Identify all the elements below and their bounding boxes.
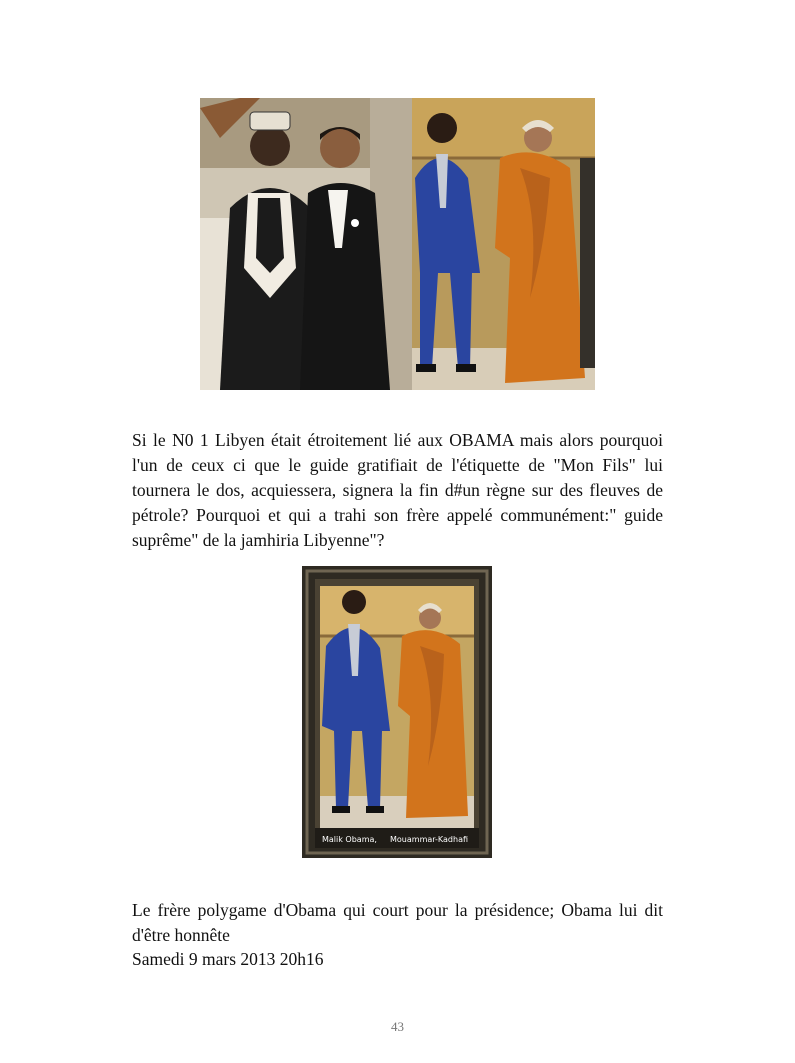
page-number: 43: [391, 1019, 404, 1034]
caption-right: Mouammar-Kadhafi: [390, 835, 469, 844]
framed-photo: [302, 566, 492, 858]
caption-left: Malik Obama,: [322, 835, 377, 844]
body-paragraph-1: Si le N0 1 Libyen était étroitement lié aux OBAMA mais alors pourquoi l'un de ceux ci que le guide gratifiait de l'étiquette de "Mon Fils" lui tournera le dos, acquiessera, signera la fin d#un règne sur des fleuves de pétrole? Pourquoi et qui a trahi son frère appelé communément:" guide suprême" de la jamhiria Libyenne"?: [132, 430, 663, 550]
dateline: Samedi 9 mars 2013 20h16: [132, 949, 324, 969]
top-photo: [200, 98, 595, 390]
top-photo-illustration: [200, 98, 595, 390]
framed-photo-illustration: [302, 566, 492, 858]
body-paragraph-2: Le frère polygame d'Obama qui court pour la présidence; Obama lui dit d'être honnête: [132, 900, 663, 945]
